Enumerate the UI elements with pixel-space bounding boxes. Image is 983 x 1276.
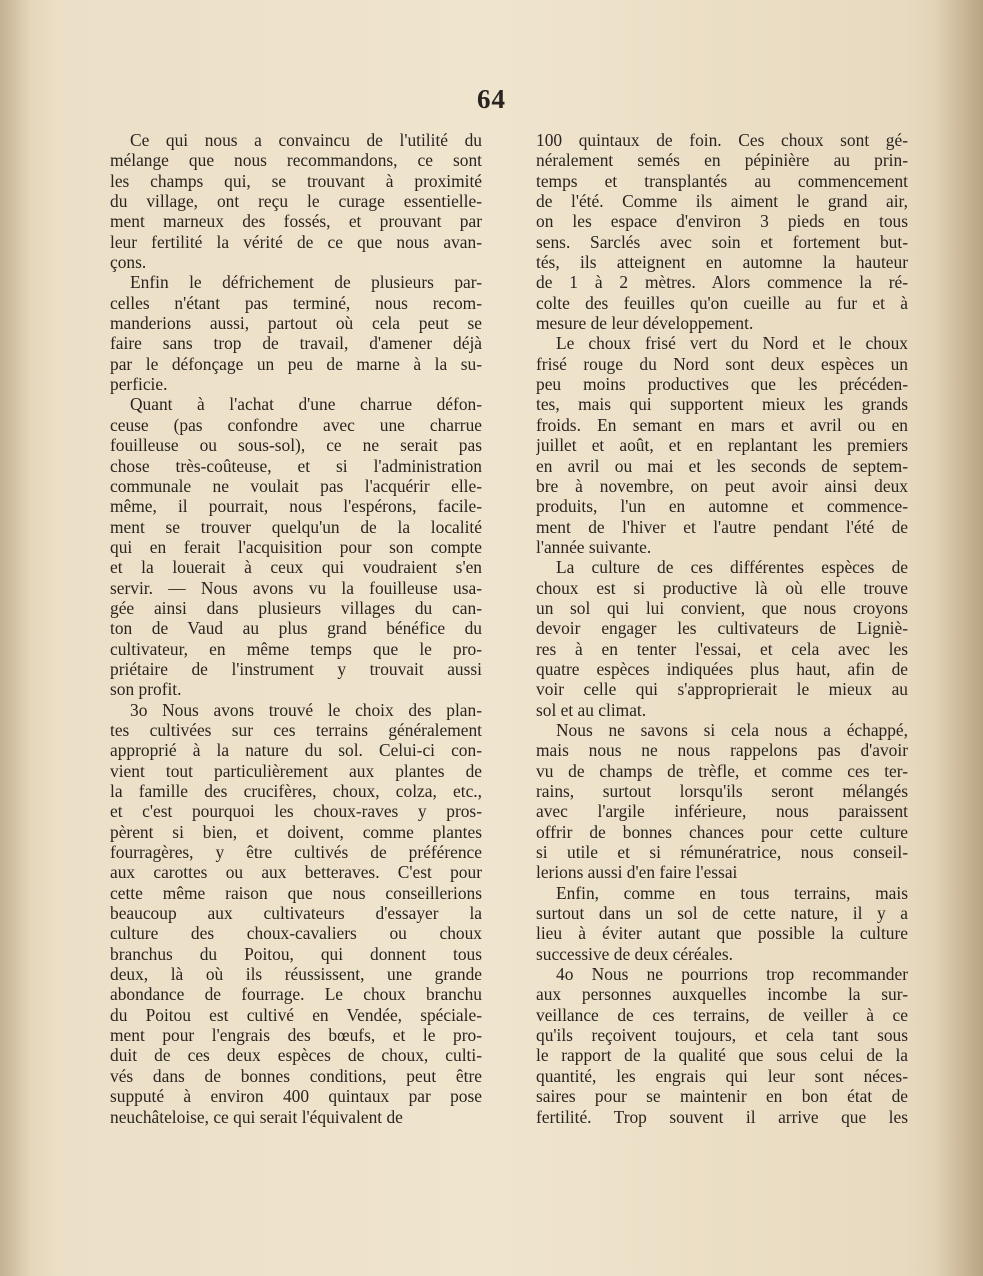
text-line: approprié à la nature du sol. Celui-ci con- <box>110 740 482 761</box>
paragraph <box>536 130 908 333</box>
text-line: cultivateur, en même temps que le pro- <box>110 638 482 659</box>
paragraph <box>110 700 482 1127</box>
text-line: tes, mais qui supportent mieux les grands <box>536 394 908 415</box>
page-shadow-right <box>935 0 983 1276</box>
text-line: La culture de ces différentes espèces de <box>556 557 908 578</box>
right-text-column <box>536 130 908 1127</box>
text-line: bre à novembre, on peut avoir ainsi deux <box>536 475 908 496</box>
text-line: vés dans de bonnes conditions, peut être <box>110 1065 482 1086</box>
text-line: mesure de leur développement. <box>536 313 754 334</box>
text-line: fouilleuse ou sous-sol), ce ne serait pas <box>110 435 482 456</box>
text-line: 100 quintaux de foin. Ces choux sont gé- <box>536 130 908 150</box>
text-line: surtout dans un sol de cette nature, il y a <box>536 903 908 924</box>
text-line: peu moins productives que les précéden- <box>536 374 908 395</box>
text-line: deux, là où ils réussissent, une grande <box>110 964 482 985</box>
page-number: 64 <box>477 84 506 114</box>
text-line: sol et au climat. <box>536 699 647 720</box>
text-line: et la louerait à ceux qui voudraient s'en <box>110 557 482 578</box>
text-line: devoir engager les cultivateurs de Ligniè- <box>536 618 908 639</box>
text-line: aux personnes auxquelles incombe la sur- <box>536 984 908 1005</box>
text-line: Ce qui nous a convaincu de l'utilité du <box>130 130 482 150</box>
text-line: gée ainsi dans plusieurs villages du can- <box>110 597 482 618</box>
left-text-column <box>110 130 482 1127</box>
text-line: abondance de fourrage. Le choux branchu <box>110 984 482 1005</box>
text-line: leur fertilité la vérité de ce que nous avan- <box>110 231 482 252</box>
text-line: culture des choux-cavaliers ou choux <box>110 923 482 944</box>
text-line: tes cultivées sur ces terrains généralement <box>110 719 482 740</box>
text-line: Le choux frisé vert du Nord et le choux <box>556 333 908 354</box>
text-line: frisé rouge du Nord sont deux espèces un <box>536 353 908 374</box>
text-line: successive de deux céréales. <box>536 943 733 964</box>
text-line: manderions aussi, partout où cela peut se <box>110 313 482 334</box>
text-line: quantité, les engrais qui leur sont néces- <box>536 1065 908 1086</box>
text-line: fourragères, y être cultivés de préférence <box>110 842 482 863</box>
text-line: ment se trouver quelqu'un de la localité <box>110 516 482 537</box>
text-line: du village, ont reçu le curage essentielle- <box>110 191 482 212</box>
text-line: fertilité. Trop souvent il arrive que les <box>536 1106 908 1127</box>
text-line: rains, surtout lorsqu'ils seront mélangés <box>536 781 908 801</box>
text-line: branchus du Poitou, qui donnent tous <box>110 943 482 964</box>
text-line: avec l'argile inférieure, nous paraissent <box>536 801 908 822</box>
text-line: 4o Nous ne pourrions trop recommander <box>556 964 908 985</box>
paragraph <box>110 394 482 699</box>
text-line: Quant à l'achat d'une charrue défon- <box>130 394 482 415</box>
text-line: Enfin le défrichement de plusieurs par- <box>130 272 482 293</box>
text-line: qu'ils reçoivent toujours, et cela tant sous <box>536 1025 908 1046</box>
text-line: cette même raison que nous conseillerions <box>110 882 482 903</box>
text-line: supputé à environ 400 quintaux par pose <box>110 1086 482 1107</box>
text-line: néralement semés en pépinière au prin- <box>536 150 908 171</box>
paragraph <box>536 883 908 964</box>
text-line: on les espace d'environ 3 pieds en tous <box>536 211 908 232</box>
text-line: sens. Sarclés avec soin et fortement but- <box>536 231 908 252</box>
text-line: ment pour l'engrais des bœufs, et le pro- <box>110 1025 482 1046</box>
text-line: Enfin, comme en tous terrains, mais <box>556 882 908 903</box>
paragraph <box>536 964 908 1127</box>
text-line: mélange que nous recommandons, ce sont <box>110 150 482 171</box>
text-line: la famille des crucifères, choux, colza, etc., <box>110 781 482 801</box>
text-line: pèrent si bien, et doivent, comme plantes <box>110 821 482 842</box>
text-line: lieu à éviter autant que possible la culture <box>536 923 908 944</box>
text-line: si utile et si rémunératrice, nous conseil- <box>536 842 908 863</box>
text-line: du Poitou est cultivé en Vendée, spéciale- <box>110 1004 482 1025</box>
paragraph <box>110 130 482 272</box>
text-line: de l'été. Comme ils aiment le grand air, <box>536 191 908 212</box>
paragraph <box>536 557 908 720</box>
text-line: offrir de bonnes chances pour cette culture <box>536 821 908 842</box>
text-line: voir celle qui s'approprierait le mieux au <box>536 679 908 700</box>
text-line: ment de l'hiver et l'autre pendant l'été de <box>536 516 908 537</box>
page-shadow-left <box>0 0 30 1276</box>
text-line: Nous ne savons si cela nous a échappé, <box>556 719 908 740</box>
text-line: veillance de ces terrains, de veiller à ce <box>536 1004 908 1025</box>
text-line: produits, l'un en automne et commence- <box>536 496 908 517</box>
text-line: et c'est pourquoi les choux-raves y pros- <box>110 801 482 822</box>
paragraph <box>536 720 908 883</box>
text-line: colte des feuilles qu'on cueille au fur et à <box>536 292 908 313</box>
paragraph <box>536 333 908 557</box>
text-line: son profit. <box>110 679 182 700</box>
text-line: duit de ces deux espèces de choux, culti- <box>110 1045 482 1066</box>
text-line: aux carottes ou aux betteraves. C'est pour <box>110 862 482 883</box>
text-line: qui en ferait l'acquisition pour son compte <box>110 536 482 557</box>
text-line: ton de Vaud au plus grand bénéfice du <box>110 618 482 639</box>
text-line: communale ne voulait pas l'acquérir elle- <box>110 475 482 496</box>
text-line: res à en tenter l'essai, et cela avec les <box>536 638 908 659</box>
text-line: les champs qui, se trouvant à proximité <box>110 170 482 191</box>
text-line: ceuse (pas confondre avec une charrue <box>110 414 482 435</box>
text-line: choux est si productive là où elle trouve <box>536 577 908 598</box>
text-line: vu de champs de trèfle, et comme ces ter- <box>536 760 908 781</box>
text-line: mais nous ne nous rappelons pas d'avoir <box>536 740 908 761</box>
text-line: le rapport de la qualité que sous celui de la <box>536 1045 908 1066</box>
text-line: en avril ou mai et les seconds de septem- <box>536 455 908 476</box>
text-line: vient tout particulièrement aux plantes de <box>110 760 482 781</box>
text-line: l'année suivante. <box>536 536 652 557</box>
text-line: un sol qui lui convient, que nous croyons <box>536 597 908 618</box>
text-line: juillet et août, et en replantant les premiers <box>536 435 908 456</box>
text-line: quatre espèces indiquées plus haut, afin de <box>536 658 908 679</box>
text-line: perficie. <box>110 374 168 395</box>
text-line: neuchâteloise, ce qui serait l'équivalent de <box>110 1106 403 1127</box>
text-line: chose très-coûteuse, et si l'administration <box>110 455 482 476</box>
text-line: ment marneux des fossés, et prouvant par <box>110 211 482 232</box>
text-line: saires pour se maintenir en bon état de <box>536 1086 908 1107</box>
paragraph <box>110 272 482 394</box>
text-line: beaucoup aux cultivateurs d'essayer la <box>110 903 482 924</box>
text-line: même, il pourrait, nous l'espérons, facile- <box>110 496 482 517</box>
text-line: priétaire de l'instrument y trouvait aussi <box>110 658 482 679</box>
text-line: celles n'étant pas terminé, nous recom- <box>110 292 482 313</box>
text-line: çons. <box>110 252 147 273</box>
text-line: lerions aussi d'en faire l'essai <box>536 862 738 883</box>
text-line: froids. En semant en mars et avril ou en <box>536 414 908 435</box>
text-line: servir. — Nous avons vu la fouilleuse usa- <box>110 577 482 598</box>
text-line: 3o Nous avons trouvé le choix des plan- <box>130 699 482 720</box>
text-line: de 1 à 2 mètres. Alors commence la ré- <box>536 272 908 293</box>
text-line: faire sans trop de travail, d'amener déjà <box>110 333 482 354</box>
text-line: par le défonçage un peu de marne à la su- <box>110 353 482 374</box>
text-line: tés, ils atteignent en automne la hauteur <box>536 252 908 273</box>
text-line: temps et transplantés au commencement <box>536 170 908 191</box>
